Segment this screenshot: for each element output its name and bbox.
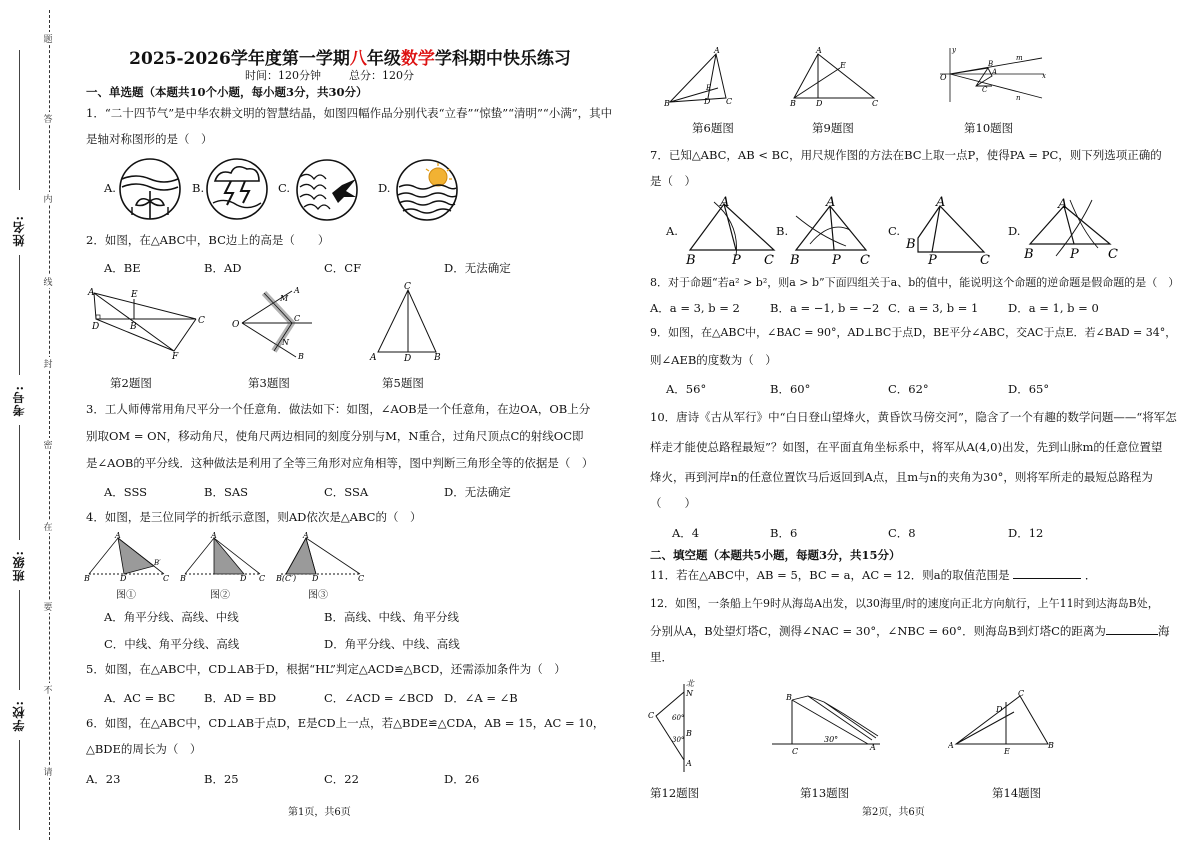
q7-option-d: D. [1008,224,1021,238]
seal-char: 要 [40,600,56,613]
answer-blank[interactable] [1013,569,1081,579]
svg-text:N: N [282,338,289,347]
thunder-emblem-icon [205,157,269,221]
svg-text:A: A [948,741,954,750]
svg-text:B: B [686,729,692,738]
svg-text:P: P [928,253,937,266]
svg-text:C: C [259,574,266,582]
figure-q9 [788,46,883,108]
answer-blank[interactable] [1106,625,1158,635]
question-3-line3: 是∠AOB的平分线．这种做法是利用了全等三角形对应角相等，图中判断三角形全等的依据是（ ） [86,456,594,470]
svg-text:A: A [303,531,309,540]
figure-q7-b [790,196,880,266]
question-1-line1: 1．“二十四节气”是中华农耕文明的智慧结晶，如图四幅作品分别代表“立春”“惊蛰”“清明”“小满”，其中 [86,106,613,120]
q7-option-a: A. [666,224,678,238]
footer-page-left: 第1页，共6页 [288,807,351,818]
q3-option-b: B．SAS [204,485,249,499]
q9-option-c: C．62° [888,382,929,396]
q8-option-a: A．a = 3, b = 2 [650,301,740,315]
footer-page-right: 第2页，共6页 [862,807,925,818]
seal-char: 内 [40,192,56,205]
svg-text:P: P [732,253,741,266]
figure-q3 [230,285,320,360]
seal-char: 封 [40,357,56,370]
caption-q14: 第14题图 [992,786,1042,800]
svg-text:B(C′): B(C′) [276,574,297,582]
svg-text:D: D [996,705,1003,714]
q8-option-d: D．a = 1, b = 0 [1008,301,1099,315]
question-12-line3: 里． [650,650,673,664]
svg-text:C: C [1108,247,1118,262]
q5-option-d: D．∠A = ∠B [444,691,518,705]
caption-q4-3: 图③ [308,590,328,601]
figure-q2 [86,285,216,360]
svg-text:D: D [120,574,127,582]
svg-text:A: A [816,46,822,55]
section-heading: 一、单选题（本题共10个小题，每小题3分，共30分） [86,85,368,99]
svg-text:B: B [130,322,137,332]
svg-text:A: A [370,353,377,362]
svg-text:C: C [872,99,879,108]
svg-text:O: O [232,320,240,330]
svg-text:A: A [714,46,720,55]
seal-char: 线 [40,275,56,288]
question-3-line2: 别取OM = ON，移动角尺，使角尺两边相同的刻度分别与M，N重合，过角尺顶点C的射线OC即 [86,429,584,443]
q4-option-a: A．角平分线、高线、中线 [104,610,239,624]
svg-text:B: B [906,237,916,252]
q2-option-a: A．BE [104,261,141,275]
name-label: 姓名: [12,215,26,247]
question-7-line1: 7．已知△ABC，AB < BC，用尺规作图的方法在BC上取一点P，使得PA = PC，则下列选项正确的 [650,148,1162,162]
q7-option-b: B. [776,224,789,238]
caption-q10: 第10题图 [964,121,1014,135]
question-10-line4: （ ） [650,496,696,510]
question-12-line2: 分别从A，B处望灯塔C，测得∠NAC = 30°，∠NBC = 60°．则海岛B到灯塔C的距离为 海 [650,624,1170,638]
figure-q6 [664,46,742,108]
seal-char: 答 [40,112,56,125]
svg-text:30°: 30° [824,735,839,744]
svg-text:B: B [786,693,792,702]
question-11: 11．若在△ABC中，AB = 5，BC = a，AC = 12．则a的取值范围是 ． [650,568,1097,582]
q3-option-a: A．SSS [104,485,148,499]
svg-text:D: D [240,574,247,582]
fill-line [19,425,20,540]
svg-text:A: A [88,288,95,298]
svg-text:30°: 30° [672,736,685,744]
svg-text:C: C [163,574,170,582]
q6-option-c: C．22 [324,772,359,786]
svg-text:A: A [870,743,876,752]
svg-text:B: B [790,99,796,108]
q9-option-a: A．56° [666,382,707,396]
question-1-line2: 是轴对称图形的是（ ） [86,132,213,146]
svg-text:C: C [980,253,990,266]
q3-option-c: C．SSA [324,485,369,499]
svg-text:C: C [764,253,774,266]
svg-text:E: E [840,61,846,70]
page-title: 2025-2026学年度第一学期八年级数学学科期中快乐练习 [129,49,571,69]
figure-q7-c [904,196,996,266]
svg-text:x: x [1042,72,1046,80]
svg-text:D: D [312,574,319,582]
q5-option-b: B．AD = BD [204,691,277,705]
svg-text:C: C [982,86,988,94]
svg-text:A: A [294,286,300,295]
figure-q13 [768,688,888,758]
svg-text:A: A [115,531,121,540]
caption-q9: 第9题图 [812,121,854,135]
svg-text:60°: 60° [672,714,685,722]
svg-text:B: B [180,574,186,582]
svg-text:B′: B′ [154,559,161,567]
svg-text:E: E [131,290,138,300]
q9-option-d: D．65° [1008,382,1050,396]
question-12-line1: 12．如图，一条船上午9时从海岛A出发，以30海里/时的速度向正北方向航行，上午11时到达海岛B处， [650,597,1159,610]
caption-q4-1: 图① [116,590,136,601]
q6-option-d: D．26 [444,772,480,786]
svg-text:D: D [404,354,412,362]
seal-char: 在 [40,520,56,533]
q6-option-b: B．25 [204,772,239,786]
q4-option-b: B．高线、中线、角平分线 [324,610,459,624]
svg-text:P: P [832,253,841,266]
q2-option-c: C．CF [324,261,362,275]
school-label: 学校: [12,700,26,732]
q9-option-b: B．60° [770,382,811,396]
q8-option-c: C．a = 3, b = 1 [888,301,979,315]
svg-text:A: A [992,68,998,76]
class-label: 班级: [12,550,26,582]
binding-margin [0,0,62,847]
question-6-line1: 6．如图，在△ABC中，CD⊥AB于点D，E是CD上一点，若△BDE≌△CDA，AB = 15，AC = 10， [86,716,605,730]
figure-q4-3 [276,530,366,582]
section-heading: 二、填空题（本题共5小题，每题3分，共15分） [650,548,901,562]
svg-text:D: D [92,322,100,332]
svg-text:A: A [936,196,946,210]
svg-text:C: C [294,314,301,323]
figure-q14 [948,688,1068,758]
svg-text:B: B [686,253,696,266]
q5-option-a: A．AC = BC [104,691,176,705]
svg-text:y: y [952,46,956,54]
caption-q12: 第12题图 [650,786,700,800]
question-6-line2: △BDE的周长为（ ） [86,742,202,756]
svg-text:A: A [686,759,692,768]
svg-text:D: D [816,99,823,108]
question-3-line1: 3．工人师傅常用角尺平分一个任意角．做法如下：如图，∠AOB是一个任意角，在边OA，OB上分 [86,402,591,416]
svg-text:C: C [648,711,655,720]
svg-text:C: C [1018,689,1025,698]
svg-text:北: 北 [686,679,694,688]
figure-q4-1 [84,530,174,582]
exam-meta: 时间：120分钟 总分：120分 [245,69,414,82]
q3-option-d: D．无法确定 [444,485,511,499]
q5-option-c: C．∠ACD = ∠BCD [324,691,434,705]
fill-line [19,50,20,190]
fill-line [19,590,20,690]
question-7-line2: 是（ ） [650,174,696,188]
svg-text:P: P [1070,247,1079,262]
swallow-emblem-icon [294,157,362,223]
fill-line [19,740,20,830]
figure-q12 [644,676,704,776]
caption-q13: 第13题图 [800,786,850,800]
svg-text:A: A [720,196,730,210]
q7-option-c: C. [888,224,901,238]
svg-text:O: O [940,73,947,82]
exam-no-label: 考号: [12,385,26,417]
question-4-stem: 4．如图，是三位同学的折纸示意图，则AD依次是△ABC的（ ） [86,510,422,524]
question-9-line2: 则∠AEB的度数为（ ） [650,353,777,367]
svg-text:n: n [1016,94,1021,102]
svg-text:B: B [298,352,304,360]
q4-option-d: D．角平分线、中线、高线 [324,637,460,651]
seal-char: 密 [40,438,56,451]
svg-text:B: B [988,60,994,68]
figure-q7-d [1024,196,1124,266]
q4-option-c: C．中线、角平分线、高线 [104,637,240,651]
question-9-line1: 9．如图，在△ABC中，∠BAC = 90°，AD⊥BC于点D，BE平分∠ABC，交AC于点E．若∠BAD = 34°， [650,326,1177,339]
q1-option-c: C. [278,181,291,195]
seal-char: 请 [40,765,56,778]
svg-text:E: E [1004,747,1010,756]
figure-q10 [930,44,1050,110]
q2-option-b: B．AD [204,261,242,275]
question-5-stem: 5．如图，在△ABC中，CD⊥AB于D，根据“HL”判定△ACD≌△BCD，还需添加条件为（ ） [86,662,566,676]
svg-text:C: C [726,97,733,106]
svg-text:E: E [706,84,712,92]
svg-text:B: B [664,99,670,108]
figure-q5 [368,282,448,362]
figure-q4-2 [180,530,270,582]
svg-text:B: B [1048,741,1054,750]
svg-text:C: C [404,282,411,292]
question-10-line1: 10．唐诗《古从军行》中“白日登山望烽火，黄昏饮马傍交河”，隐含了一个有趣的数学问题——“将军怎 [650,410,1177,424]
question-10-line3: 烽火，再到河岸n的任意位置饮马后返回到A点，且m与n的夹角为30°，则将军所走的最短总路程为 [650,470,1153,484]
svg-text:C: C [358,574,365,582]
svg-text:B: B [84,574,90,582]
svg-text:C: C [792,747,799,756]
svg-text:C: C [860,253,870,266]
svg-text:A: A [211,531,217,540]
sun-waves-emblem-icon [394,157,460,223]
q10-option-a: A．4 [672,526,700,540]
question-2-stem: 2．如图，在△ABC中，BC边上的高是（ ） [86,233,330,247]
q1-option-d: D. [378,181,391,195]
fill-line [19,255,20,375]
svg-text:A: A [1058,197,1068,212]
q8-option-b: B．a = −1, b = −2 [770,301,880,315]
caption-q2: 第2题图 [110,376,152,390]
caption-q4-2: 图② [210,590,230,601]
svg-text:A: A [826,196,836,210]
q2-option-d: D．无法确定 [444,261,511,275]
question-8-stem: 8．对于命题“若a² > b²，则a > b”下面四组关于a、b的值中，能说明这个命题的逆命题是假命题的是（ ） [650,276,1180,289]
svg-text:M: M [280,294,289,303]
q10-option-d: D．12 [1008,526,1044,540]
figure-q7-a [684,196,784,266]
svg-text:B: B [790,253,800,266]
svg-text:F: F [172,352,179,360]
caption-q3: 第3题图 [248,376,290,390]
caption-q6: 第6题图 [692,121,734,135]
seal-char: 题 [40,32,56,45]
q10-option-c: C．8 [888,526,916,540]
svg-text:m: m [1016,54,1023,62]
svg-text:B: B [434,353,441,362]
svg-text:D: D [704,97,711,106]
question-10-line2: 样走才能使总路程最短”？如图，在平面直角坐标系中，将军从A(4,0)出发，先到山脉m的任意位置望 [650,440,1163,454]
spring-emblem-icon [118,157,182,221]
q1-option-b: B. [192,181,205,195]
caption-q5: 第5题图 [382,376,424,390]
q6-option-a: A．23 [86,772,121,786]
svg-text:C: C [198,316,205,326]
svg-text:N: N [686,689,693,698]
q10-option-b: B．6 [770,526,798,540]
seal-dashed-line [49,10,50,840]
svg-text:B: B [1024,247,1034,262]
seal-char: 不 [40,683,56,696]
q1-option-a: A. [104,181,116,195]
